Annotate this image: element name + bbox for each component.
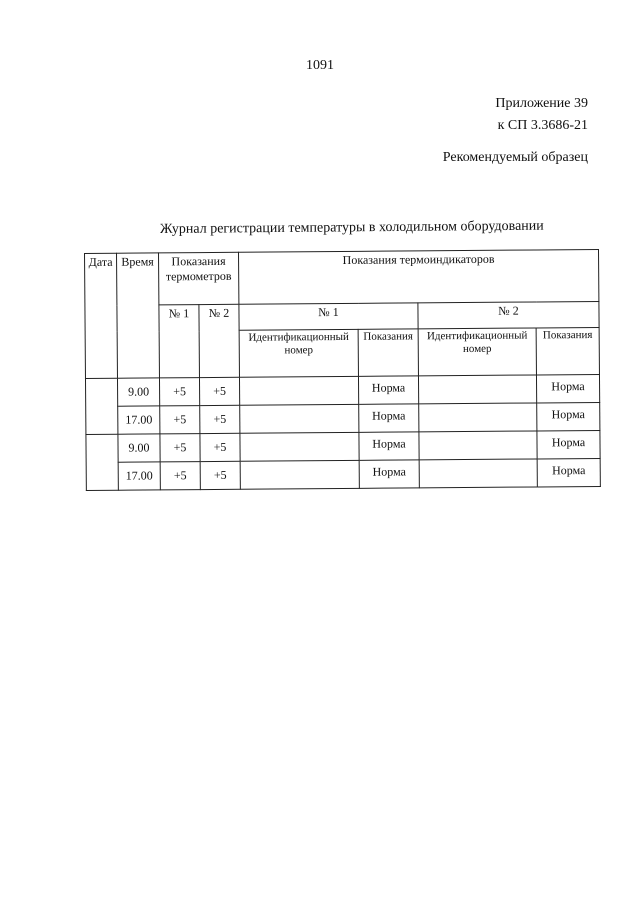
header-indicator-2-id: Идентификационный номер: [418, 328, 536, 376]
table-row: [85, 374, 599, 406]
thermometer-1-cell: +5: [160, 406, 200, 434]
indicator-1-reading-cell: Норма: [358, 376, 418, 404]
header-indicator-1-reading: Показания: [358, 329, 418, 376]
table-row: [86, 402, 600, 434]
header-date: Дата: [85, 253, 118, 378]
header-indicator-2-reading: Показания: [536, 327, 599, 374]
header-time: Время: [117, 253, 160, 378]
header-thermometer-1: № 1: [159, 305, 200, 378]
indicator-2-id-cell: [418, 375, 536, 404]
appendix-line-1: Приложение 39: [495, 96, 588, 111]
indicator-1-reading-cell: Норма: [359, 432, 419, 460]
indicator-2-id-cell: [419, 459, 537, 488]
header-indicator-1-id: Идентификационный номер: [239, 329, 358, 377]
recommended-sample-label: Рекомендуемый образец: [442, 150, 588, 165]
indicator-2-id-cell: [419, 431, 537, 460]
indicator-2-id-cell: [419, 403, 537, 432]
indicator-2-reading-cell: Норма: [537, 430, 600, 458]
indicator-1-id-cell: [239, 376, 358, 405]
indicator-1-reading-cell: Норма: [359, 460, 419, 488]
indicator-2-reading-cell: Норма: [537, 458, 600, 486]
header-indicator-2: № 2: [418, 301, 599, 328]
indicator-2-reading-cell: Норма: [537, 402, 600, 430]
indicator-1-id-cell: [240, 432, 359, 461]
thermometer-2-cell: +5: [200, 405, 240, 433]
indicator-1-id-cell: [240, 404, 359, 433]
appendix-reference: [495, 93, 588, 137]
temperature-log-table: [84, 249, 601, 491]
header-thermometer-2: № 2: [199, 304, 240, 377]
time-cell: 17.00: [118, 462, 160, 490]
appendix-line-2: к СП 3.3686-21: [497, 118, 588, 133]
date-cell: [85, 378, 117, 434]
table-row: [86, 430, 600, 462]
thermometer-2-cell: +5: [200, 433, 240, 461]
indicator-2-reading-cell: Норма: [536, 374, 599, 402]
time-cell: 9.00: [117, 378, 159, 406]
temperature-log-table-wrapper: [84, 249, 601, 491]
date-cell: [86, 434, 118, 490]
table-row: [86, 458, 600, 490]
thermometer-1-cell: +5: [160, 434, 200, 462]
header-indicator-1: № 1: [239, 303, 418, 330]
thermometer-2-cell: +5: [200, 461, 240, 489]
time-cell: 17.00: [118, 406, 160, 434]
thermometer-1-cell: +5: [159, 378, 199, 406]
page-number: 1091: [306, 58, 334, 73]
indicator-1-reading-cell: Норма: [359, 404, 419, 432]
time-cell: 9.00: [118, 434, 160, 462]
thermometer-2-cell: +5: [199, 377, 239, 405]
header-indicators: Показания термоиндикаторов: [238, 249, 598, 304]
indicator-1-id-cell: [240, 460, 359, 489]
header-thermometers: Показания термометров: [159, 252, 239, 305]
journal-title: Журнал регистрации температуры в холодильном оборудовании: [159, 218, 544, 237]
thermometer-1-cell: +5: [160, 462, 200, 490]
